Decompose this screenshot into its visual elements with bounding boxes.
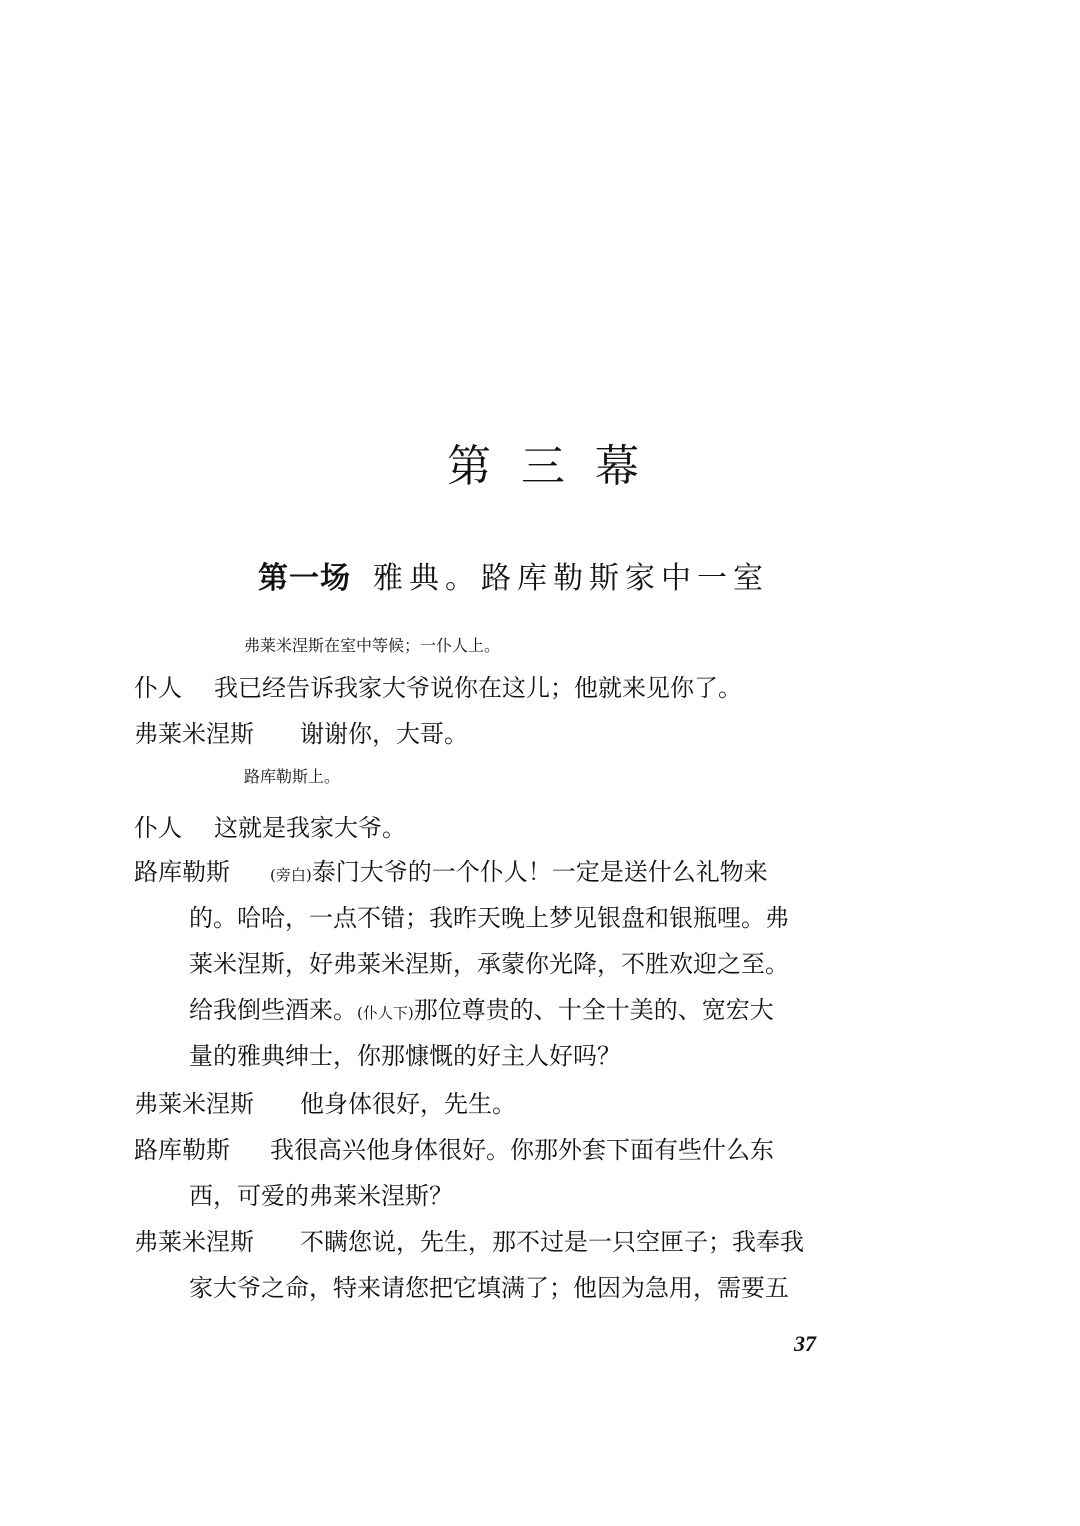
- speech-text: 那位尊贵的、十全十美的、宽宏大: [413, 996, 774, 1024]
- continuation-line: 量的雅典绅士，你那慷慨的好主人好吗？: [189, 1042, 621, 1070]
- speech-text: 泰门大爷的一个仆人！一定是送什么礼物来: [311, 858, 768, 886]
- dialogue-line: [134, 849, 768, 898]
- dialogue-line: [134, 805, 406, 851]
- speaker-name: 路库勒斯: [134, 1136, 230, 1164]
- continuation-line: [189, 987, 774, 1036]
- continuation-line: 家大爷之命，特来请您把它填满了；他因为急用，需要五: [189, 1274, 789, 1302]
- speaker-name: 弗莱米涅斯: [134, 1090, 254, 1118]
- scene-location: 雅典。路库勒斯家中一室: [373, 561, 769, 596]
- stage-direction: 路库勒斯上。: [244, 767, 341, 786]
- speaker-name: 弗莱米涅斯: [134, 1228, 254, 1256]
- act-title: 第三幕: [447, 441, 669, 492]
- dialogue-line: [134, 1219, 804, 1265]
- scene-number: 第一场: [258, 561, 351, 596]
- dialogue-line: [134, 665, 742, 711]
- speech-text: 这就是我家大爷。: [214, 814, 406, 842]
- speaker-name: 弗莱米涅斯: [134, 720, 254, 748]
- dialogue-line: [134, 1127, 774, 1173]
- aside-note: (仆人下): [357, 1004, 414, 1022]
- speech-text: 不瞒您说，先生，那不过是一只空匣子；我奉我: [300, 1228, 804, 1256]
- speech-text: 给我倒些酒来。: [189, 996, 357, 1024]
- speech-text: 他身体很好，先生。: [300, 1090, 516, 1118]
- speech-text: 我已经告诉我家大爷说你在这儿；他就来见你了。: [214, 674, 742, 702]
- dialogue-line: [134, 711, 468, 757]
- speech-text: 我很高兴他身体很好。你那外套下面有些什么东: [270, 1136, 774, 1164]
- dialogue-line: [134, 1081, 516, 1127]
- page-number: 37: [794, 1331, 816, 1356]
- speaker-name: 仆人: [134, 814, 182, 842]
- aside-note: (旁白): [270, 866, 312, 884]
- continuation-line: 西，可爱的弗莱米涅斯？: [189, 1182, 453, 1210]
- continuation-line: 莱米涅斯，好弗莱米涅斯，承蒙你光降，不胜欢迎之至。: [189, 950, 789, 978]
- speech-text: 谢谢你，大哥。: [300, 720, 468, 748]
- scene-heading: [258, 553, 769, 597]
- speaker-name: 仆人: [134, 674, 182, 702]
- continuation-line: 的。哈哈，一点不错；我昨天晚上梦见银盘和银瓶哩。弗: [189, 904, 789, 932]
- stage-direction: 弗莱米涅斯在室中等候；一仆人上。: [244, 636, 501, 655]
- speaker-name: 路库勒斯: [134, 858, 230, 886]
